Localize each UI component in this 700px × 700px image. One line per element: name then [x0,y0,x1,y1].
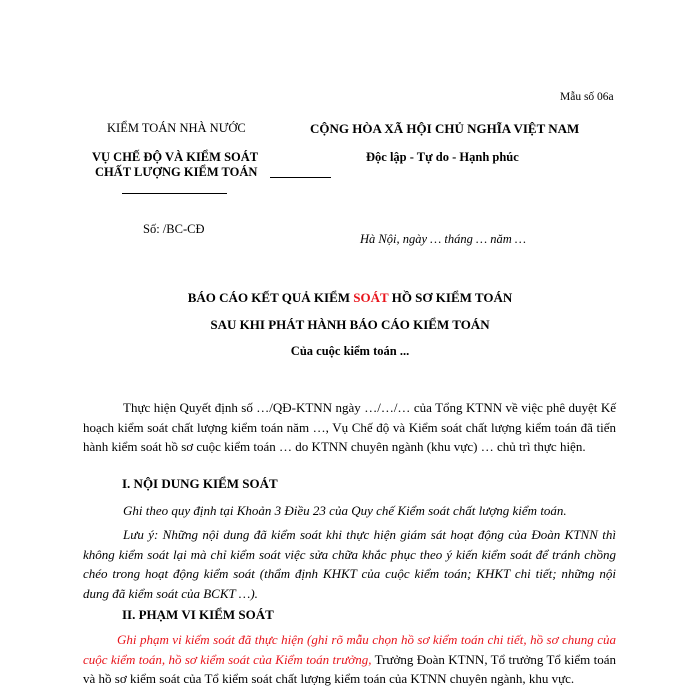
section-1-note: Lưu ý: Những nội dung đã kiểm soát khi thực hiện giám sát hoạt động của Đoàn KTNN thì không kiểm soát lại mà chỉ kiểm soát việc sửa chữa khắc phục theo ý kiến kiểm soát để tránh chồng chéo trong hoạt động kiểm soát (thẩm định KHKT của cuộc kiểm toán; KHKT chi tiết; những nội dung đã kiểm soát của BCKT …). [83,527,616,601]
motto: Độc lập - Tự do - Hạnh phúc [366,150,519,164]
section-2-heading: II. PHẠM VI KIỂM SOÁT [122,607,274,622]
section-2-paragraph [83,630,616,689]
department-underline [122,193,227,194]
title-highlight: SOÁT [353,290,389,305]
report-subtitle: Của cuộc kiểm toán ... [290,344,410,358]
section-1-heading: I. NỘI DUNG KIỂM SOÁT [122,476,278,491]
agency-name: KIỂM TOÁN NHÀ NƯỚC [107,121,246,135]
form-number: Mẫu số 06a [560,91,614,103]
country-name: CỘNG HÒA XÃ HỘI CHỦ NGHĨA VIỆT NAM [310,121,580,136]
report-title-line-1 [0,290,700,306]
section-2-red-text: Ghi phạm vi kiểm soát đã thực hiện (ghi rõ mẫu chọn hồ sơ kiểm toán chi tiết, hồ sơ chung của cuộc kiểm toán, hồ sơ kiểm soát của Kiểm toán trưởng, [83,632,616,667]
report-title-line-2: SAU KHI PHÁT HÀNH BÁO CÁO KIỂM TOÁN [210,317,490,332]
document-number: Số: /BC-CĐ [143,222,205,236]
department-line-1: VỤ CHẾ ĐỘ VÀ KIỂM SOÁT [92,150,259,164]
section-2-rest-text: Trưởng Đoàn KTNN, Tổ trưởng Tổ kiểm toán và hồ sơ kiểm soát của Tổ kiểm soát chất lượng kiểm toán của KTNN chuyên ngành, khu vực. [83,651,616,686]
department-line-2: CHẤT LƯỢNG KIỂM TOÁN [95,165,258,179]
title-after: HỒ SƠ KIỂM TOÁN [388,290,513,305]
section-1-guide: Ghi theo quy định tại Khoản 3 Điều 23 của Quy chế Kiểm soát chất lượng kiểm toán. [123,503,567,518]
intro-paragraph: Thực hiện Quyết định số …/QĐ-KTNN ngày …/…/… của Tổng KTNN về việc phê duyệt Kế hoạch kiểm soát chất lượng kiểm toán năm …, Vụ Chế độ và Kiểm soát chất lượng kiểm toán đã tiến hành kiểm soát hồ sơ cuộc kiểm toán … do KTNN chuyên ngành (khu vực) … chủ trì thực hiện. [83,400,616,454]
title-before: BÁO CÁO KẾT QUẢ KIỂM [187,290,354,305]
place-date: Hà Nội, ngày … tháng … năm … [360,232,526,246]
motto-underline [270,177,331,178]
